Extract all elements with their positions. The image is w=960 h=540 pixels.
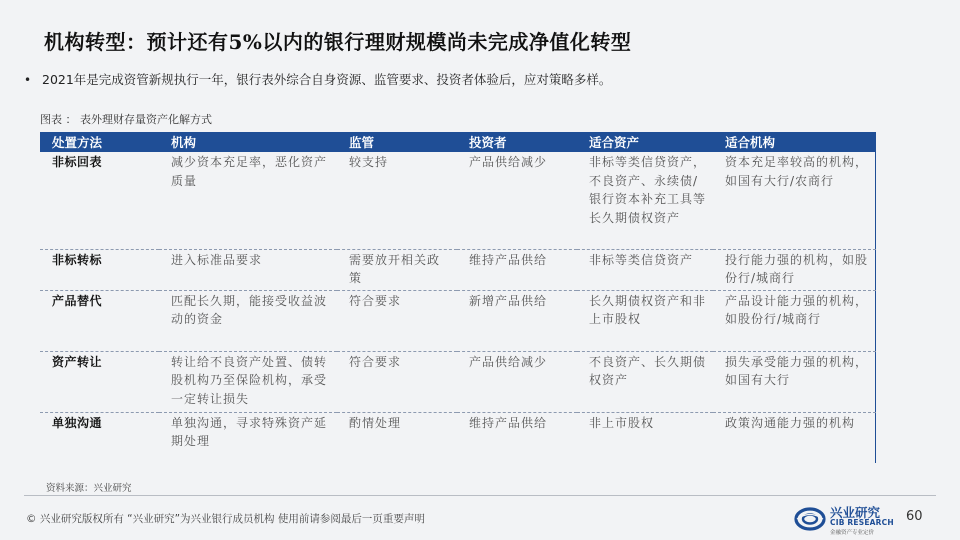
header-cell: 投资者 — [457, 132, 577, 152]
logo-emblem-icon — [794, 506, 826, 532]
table-header-row — [40, 132, 876, 152]
table-cell: 损失承受能力强的机构，如国有大行 — [713, 351, 876, 412]
header-cell: 机构 — [159, 132, 337, 152]
table-cell: 产品供给减少 — [457, 351, 577, 412]
table-cell: 新增产品供给 — [457, 290, 577, 351]
table-cell: 非标等类信贷资产 — [577, 249, 713, 290]
bullet-point — [24, 70, 611, 88]
table-cell: 不良资产、长久期债权资产 — [577, 351, 713, 412]
cib-research-logo — [794, 503, 904, 537]
table-cell: 投行能力强的机构，如股份行/城商行 — [713, 249, 876, 290]
footer-divider — [24, 495, 936, 496]
table-row — [40, 351, 876, 412]
source-note: 资料来源：兴业研究 — [46, 483, 132, 494]
method-cell: 产品替代 — [40, 290, 159, 351]
bullet-text: 2021年是完成资管新规执行一年，银行表外综合自身资源、监管要求、投资者体验后，应对策略多样。 — [42, 72, 612, 87]
logo-cn-text: 兴业研究 — [830, 505, 881, 520]
header-cell: 适合机构 — [713, 132, 876, 152]
method-cell: 单独沟通 — [52, 415, 103, 430]
table-cell: 较支持 — [337, 152, 457, 249]
table-cell: 匹配长久期，能接受收益波动的资金 — [159, 290, 337, 351]
page-title: 机构转型：预计还有5%以内的银行理财规模尚未完成净值化转型 — [44, 30, 632, 54]
method-cell: 非标转标 — [40, 249, 159, 290]
table-cell: 需要放开相关政策 — [337, 249, 457, 290]
logo-tagline: 金融资产专业定价 — [830, 530, 875, 536]
header-cell: 适合资产 — [577, 132, 713, 152]
table-row — [40, 152, 876, 249]
table-cell: 非标等类信贷资产，不良资产、永续债/银行资本补充工具等长久期债权资产 — [577, 152, 713, 249]
table-row — [40, 412, 876, 454]
table-cell: 资本充足率较高的机构，如国有大行/农商行 — [713, 152, 876, 249]
table-cell: 减少资本充足率，恶化资产质量 — [159, 152, 337, 249]
table-cell: 符合要求 — [337, 351, 457, 412]
table-cell: 产品设计能力强的机构，如股份行/城商行 — [713, 290, 876, 351]
method-cell: 非标回表 — [40, 152, 159, 249]
table-cell: 符合要求 — [337, 290, 457, 351]
table-row — [40, 249, 876, 290]
table-cell: 维持产品供给 — [457, 249, 577, 290]
table-cell: 转让给不良资产处置、债转股机构乃至保险机构，承受一定转让损失 — [159, 351, 337, 412]
page-number: 60 — [906, 509, 923, 524]
disposal-table — [40, 132, 876, 463]
logo-en-text: CIB RESEARCH — [830, 518, 894, 527]
table-cell: 酌情处理 — [349, 415, 402, 430]
figure-caption: 图表 ： 表外理财存量资产化解方式 — [40, 113, 212, 126]
method-cell: 资产转让 — [40, 351, 159, 412]
header-cell: 监管 — [337, 132, 457, 152]
table-cell: 单独沟通，寻求特殊资产延期处理 — [171, 415, 328, 448]
table-cell: 政策沟通能力强的机构 — [725, 415, 856, 430]
table-cell: 非上市股权 — [589, 415, 655, 430]
table-cell: 长久期债权资产和非上市股权 — [577, 290, 713, 351]
bullet-dot: • — [24, 73, 32, 87]
table-cell: 进入标准品要求 — [159, 249, 337, 290]
table-cell: 维持产品供给 — [469, 415, 548, 430]
table-cell: 产品供给减少 — [457, 152, 577, 249]
table-row — [40, 290, 876, 351]
footer-copyright: © 兴业研究版权所有 “兴业研究”为兴业银行成员机构 使用前请参阅最后一页重要声明 — [26, 513, 425, 525]
header-cell: 处置方法 — [40, 132, 159, 152]
